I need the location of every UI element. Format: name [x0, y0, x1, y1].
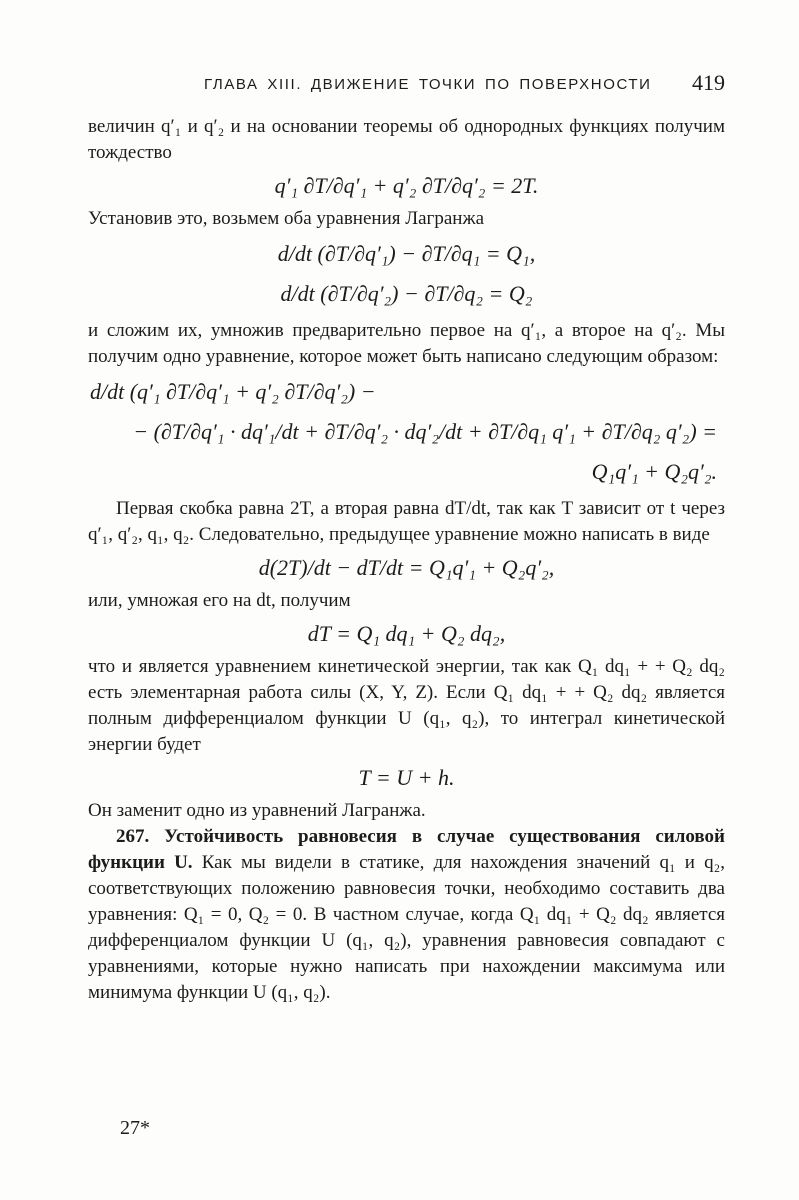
page-header: [88, 70, 725, 102]
equation-energy-integral: T = U + h.: [358, 765, 455, 790]
page-number: 419: [692, 70, 725, 95]
page-body: [88, 114, 725, 1006]
paragraph-3: и сложим их, умножив предварительно первое на q′₁, а второе на q′₂. Мы получим одно уравнение, которое может быть написано следующим образом:: [88, 320, 725, 367]
paragraph-1: величин q′₁ и q′₂ и на основании теоремы об однородных функциях получим тождество: [88, 116, 725, 163]
running-title: ГЛАВА XIII. ДВИЖЕНИЕ ТОЧКИ ПО ПОВЕРХНОСТИ: [204, 76, 652, 93]
equation-combined-line-1: d/dt (q′₁ ∂T/∂q′₁ + q′₂ ∂T/∂q′₂) −: [90, 379, 376, 404]
paragraph-4: Первая скобка равна 2T, а вторая равна dT/dt, так как T зависит от t через q′₁, q′₂, q₁, q₂. Следовательно, предыдущее уравнение можно написать в виде: [88, 498, 725, 545]
equation-energy-derivative: d(2T)/dt − dT/dt = Q₁q′₁ + Q₂q′₂,: [258, 555, 555, 580]
lagrange-equations: [88, 234, 725, 314]
paragraph-5: или, умножая его на dt, получим: [88, 590, 351, 611]
paragraph-8: Как мы видели в статике, для нахождения значений q₁ и q₂, соответствующих положению равновесия точки, необходимо составить два уравнения: Q₁ = 0, Q₂ = 0. В частном случае, когда Q₁ dq₁ + Q₂ dq₂ является дифференциалом функции U (q₁, q₂), уравнения равновесия совпадают с уравнениями, которые нужно написать при нахождении максимума или минимума функции U (q₁, q₂).: [88, 852, 726, 1003]
section-267: [88, 824, 725, 1006]
paragraph-2: Установив это, возьмем оба уравнения Лагранжа: [88, 208, 485, 229]
combined-equation: [88, 372, 725, 492]
paragraph-7: Он заменит одно из уравнений Лагранжа.: [88, 800, 426, 821]
paragraph-6: что и является уравнением кинетической энергии, так как Q₁ dq₁ + + Q₂ dq₂ есть элементарная работа силы (X, Y, Z). Если Q₁ dq₁ + + Q₂ dq₂ является полным дифференциалом функции U (q₁, q₂), то интеграл кинетической энергии будет: [88, 656, 725, 755]
section-title: 267. Устойчивость равновесия в случае существования силовой функции U.: [88, 826, 725, 873]
equation-kinetic-energy: dT = Q₁ dq₁ + Q₂ dq₂,: [307, 621, 506, 646]
equation-lagrange-1: d/dt (∂T/∂q′₁) − ∂T/∂q₁ = Q₁,: [277, 241, 536, 266]
equation-homogeneous-identity: q′₁ ∂T/∂q′₁ + q′₂ ∂T/∂q′₂ = 2T.: [274, 173, 539, 198]
signature-mark: 27*: [120, 1117, 150, 1139]
equation-lagrange-2: d/dt (∂T/∂q′₂) − ∂T/∂q₂ = Q₂: [280, 281, 533, 306]
equation-combined-line-2: − (∂T/∂q′₁ · dq′₁/dt + ∂T/∂q′₂ · dq′₂/dt + ∂T/∂q₁ q′₁ + ∂T/∂q₂ q′₂) = Q₁q′₁ + Q₂q′₂.: [133, 419, 717, 484]
